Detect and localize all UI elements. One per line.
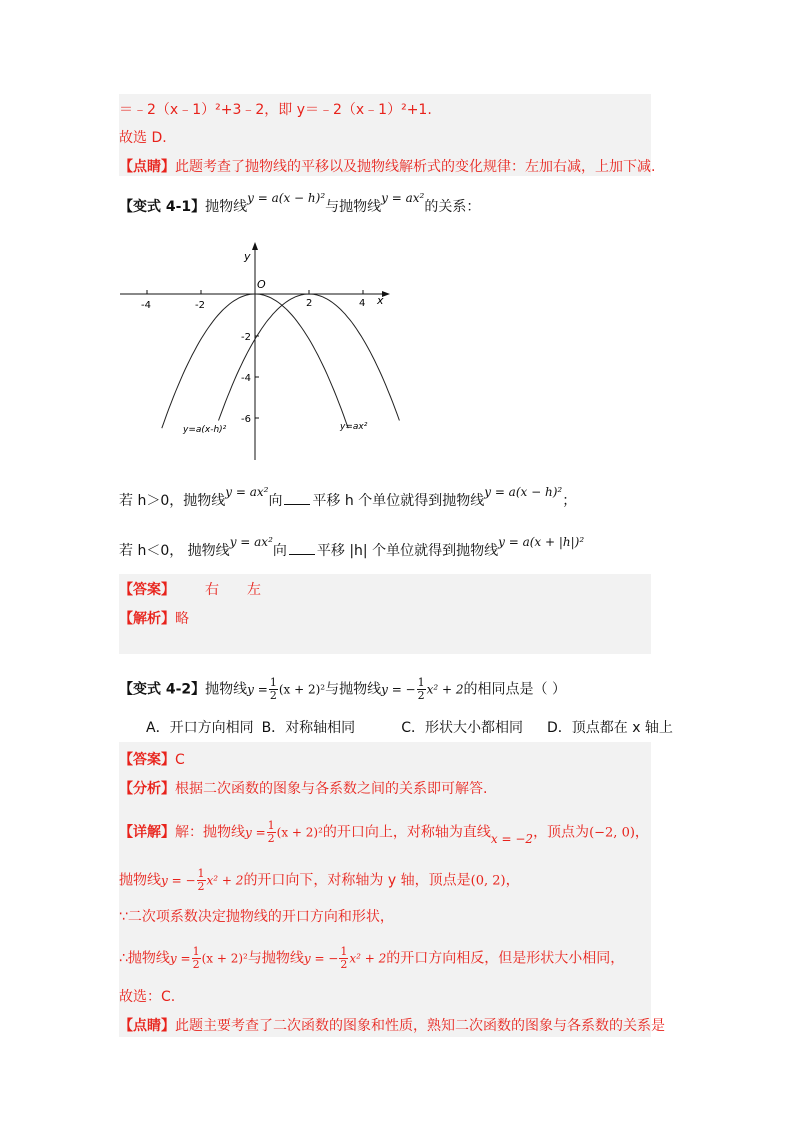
x-tick-label: -2: [195, 300, 205, 311]
formula-to: y = a(x − h)²: [484, 485, 563, 499]
option-c[interactable]: [401, 718, 523, 738]
fenxi-line: [119, 779, 487, 799]
analysis-label: 【解析】: [119, 611, 175, 627]
frac-den: 2: [197, 880, 205, 893]
xiangjie-text: ∴抛物线: [119, 950, 170, 967]
question-text: 与抛物线: [325, 199, 382, 215]
formula-base: y = ax²: [381, 191, 425, 205]
x-tick-label: 2: [306, 298, 313, 309]
condition-text: 平移 h 个单位就得到抛物线: [312, 493, 485, 509]
x-tick-label: 4: [359, 298, 366, 309]
answer-value-2: 左: [247, 582, 261, 598]
question-text: 的相同点是（ ）: [463, 681, 566, 698]
comment-label: 【点睛】: [119, 159, 175, 175]
formula-tail: (x + 2)²: [201, 951, 248, 966]
answer-label: 【答案】: [119, 582, 175, 598]
option-key: B．: [261, 720, 286, 736]
variant-4-1-question: [119, 191, 481, 217]
question-text: 的关系：: [424, 199, 481, 215]
condition-text: 若 h＞0，抛物线: [119, 493, 226, 509]
solution-line-1: ＝﹣2（x﹣1）²+3﹣2，即 y＝﹣2（x﹣1）²+1.: [119, 102, 432, 118]
variant-4-2-label: 【变式 4-2】: [119, 681, 206, 698]
xiangjie-text: 的开口向下，对称轴为 y 轴，顶点是: [243, 872, 471, 889]
option-key: A．: [146, 720, 170, 736]
analysis-line-4-1: [119, 609, 189, 629]
condition-text: 若 h＜0， 抛物线: [119, 543, 230, 559]
formula-2-head: y = −: [381, 682, 416, 697]
option-b[interactable]: [262, 718, 356, 738]
fenxi-text: 根据二次函数的图象与各系数之间的关系即可解答.: [175, 781, 488, 797]
xiangjie-text: 与抛物线: [247, 950, 304, 967]
curve-label-base: y=ax²: [340, 422, 368, 432]
answer-label: 【答案】: [119, 752, 175, 768]
options-row: [146, 718, 673, 738]
answer-line-4-1: [119, 580, 261, 600]
frac-num: 1: [267, 819, 275, 832]
formula-tail: x² + 2: [206, 873, 244, 888]
condition-text: ；: [562, 493, 577, 509]
y-axis-label: y: [244, 250, 251, 263]
condition-h-negative: [119, 535, 585, 561]
xiangjie-line-3: ∵二次项系数决定抛物线的开口方向和形状，: [119, 909, 394, 925]
fraction-half: [192, 946, 201, 971]
condition-text: 平移 |h| 个单位就得到抛物线: [316, 543, 499, 559]
option-d[interactable]: [547, 718, 673, 738]
formula-from: y = ax²: [229, 535, 273, 549]
comment-text: 此题考查了抛物线的平移以及抛物线解析式的变化规律：左加右减，上加下减.: [175, 159, 656, 175]
option-text: 对称轴相同: [285, 720, 356, 736]
dianjing-label: 【点睛】: [119, 1018, 175, 1034]
xiangjie-line-1: [119, 820, 649, 845]
formula: y =: [169, 951, 191, 966]
comment-line: [119, 157, 655, 177]
y-tick-label: -4: [241, 373, 251, 384]
xiangjie-text: 的开口方向相反，但是形状大小相同，: [386, 950, 625, 967]
question-text: 抛物线: [205, 199, 248, 215]
frac-den: 2: [269, 689, 277, 702]
formula-to: y = a(x + |h|)²: [498, 535, 585, 549]
fraction-half: [267, 820, 276, 845]
frac-den: 2: [417, 689, 425, 702]
xiangjie-text: ，: [634, 824, 649, 841]
xiangjie-line-2: [119, 868, 520, 893]
dianjing-line: [119, 1016, 665, 1036]
frac-den: 2: [192, 958, 200, 971]
question-text: 抛物线: [205, 681, 248, 698]
variant-4-2-question: [119, 677, 566, 702]
axis-formula: x = −2: [490, 831, 534, 846]
answer-value-1: 右: [205, 582, 219, 598]
formula-head: y = −: [161, 873, 196, 888]
y-tick-label: -2: [241, 332, 251, 343]
condition-text: 向: [272, 543, 287, 559]
frac-num: 1: [340, 945, 348, 958]
formula-tail: x² + 2: [349, 951, 387, 966]
frac-num: 1: [269, 676, 277, 689]
xiangjie-text: 的开口向上，对称轴为直线: [322, 824, 491, 841]
parabola-y-a-x-minus-h: [219, 294, 400, 421]
formula: y =: [245, 825, 266, 840]
option-key: C．: [401, 720, 425, 736]
xiangjie-text: ，: [505, 872, 520, 889]
formula-1: y =: [247, 682, 268, 697]
xiangjie-label: 【详解】: [119, 824, 175, 841]
xiangjie-text: 抛物线: [119, 872, 161, 889]
dianjing-text: 此题主要考查了二次函数的图象和性质，熟知二次函数的图象与各系数的关系是: [175, 1018, 665, 1034]
xiangjie-text: 解：抛物线: [175, 824, 245, 841]
option-key: D．: [546, 720, 572, 736]
condition-h-positive: [119, 485, 577, 511]
frac-num: 1: [417, 676, 425, 689]
formula-shifted: y = a(x − h)²: [247, 191, 326, 205]
solution-line-2: 故选 D.: [119, 130, 167, 146]
fenxi-label: 【分析】: [119, 781, 175, 797]
formula-tail: (x + 2)²: [276, 825, 323, 840]
answer-blank-2[interactable]: [289, 540, 315, 555]
option-text: 顶点都在 x 轴上: [571, 720, 673, 736]
formula-1-tail: (x + 2)²: [278, 682, 326, 697]
x-axis-label: x: [377, 294, 384, 307]
formula-2-tail: x² + 2: [426, 682, 464, 697]
xiangjie-text: ，顶点为: [533, 824, 590, 841]
fraction-half: [197, 868, 206, 893]
fraction-half: [417, 677, 426, 702]
curve-label-shifted: y=a(x-h)²: [183, 425, 227, 435]
condition-text: 向: [268, 493, 283, 509]
option-text: 形状大小都相同: [424, 720, 523, 736]
answer-value: C: [175, 752, 185, 768]
vertex-value: (−2, 0): [589, 825, 635, 841]
variant-4-1-label: 【变式 4-1】: [119, 199, 206, 215]
analysis-text: 略: [175, 611, 189, 627]
question-text: 与抛物线: [325, 681, 382, 698]
frac-den: 2: [267, 832, 275, 845]
vertex-value: (0, 2): [470, 873, 506, 889]
fraction-half: [339, 946, 348, 971]
xiangjie-line-4: [119, 946, 624, 971]
answer-line-4-2: [119, 750, 185, 770]
y-tick-label: -6: [241, 414, 251, 425]
xiangjie-line-5: 故选：C.: [119, 989, 176, 1005]
frac-num: 1: [197, 867, 205, 880]
answer-blank-1[interactable]: [284, 490, 310, 505]
fraction-half: [269, 677, 278, 702]
y-axis-arrow: [252, 242, 258, 250]
formula-from: y = ax²: [225, 485, 269, 499]
parabola-graph: [110, 242, 400, 462]
origin-label: O: [257, 278, 266, 291]
frac-den: 2: [340, 958, 348, 971]
frac-num: 1: [192, 945, 200, 958]
option-a[interactable]: [146, 718, 254, 738]
x-tick-label: -4: [141, 300, 151, 311]
formula-head: y = −: [303, 951, 339, 966]
option-text: 开口方向相同: [169, 720, 254, 736]
